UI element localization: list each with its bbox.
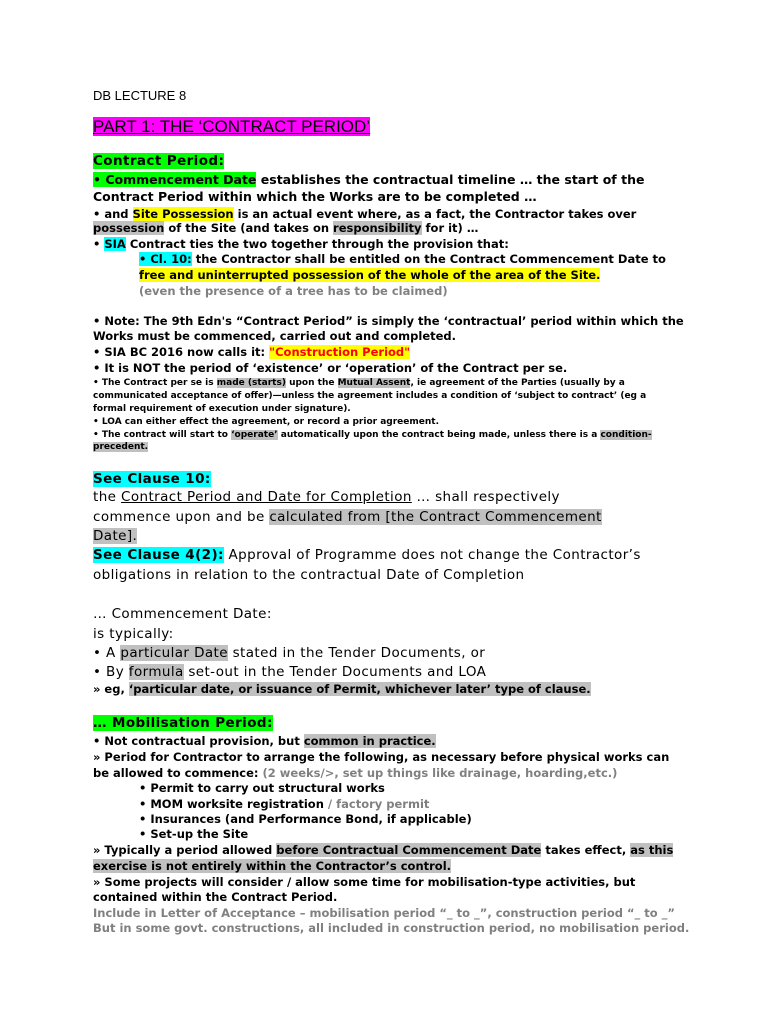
clause-4-line-2: obligations in relation to the contractual Date of Completion	[93, 567, 525, 583]
note-line-2: Works must be commenced, carried out and completed.	[93, 329, 457, 343]
cp-line-2: Contract Period within which the Works are to be completed …	[93, 189, 537, 204]
cp-tree-note: (even the presence of a tree has to be claimed)	[139, 284, 448, 298]
cp-line-1: • Commencement Date establishes the contractual timeline … the start of the	[93, 172, 645, 187]
mob-item-1: • Permit to carry out structural works	[139, 781, 385, 795]
mob-govt-note: But in some govt. constructions, all included in construction period, no mobilisation period.	[93, 921, 690, 935]
note-line-4: • It is NOT the period of ‘existence’ or ‘operation’ of the Contract per se.	[93, 361, 568, 375]
cp-clause-10: • Cl. 10: the Contractor shall be entitled on the Contract Commencement Date to	[139, 252, 666, 266]
small-line-6: precedent.	[93, 442, 149, 452]
commencement-typically: is typically:	[93, 626, 174, 642]
cp-line-5: • SIA Contract ties the two together through the provision that:	[93, 237, 509, 251]
small-line-2: communicated acceptance of offer)—unless the agreement includes a condition of ‘subject to contract’ (eg a	[93, 391, 647, 401]
commencement-bullet-2: • By formula set-out in the Tender Documents and LOA	[93, 664, 487, 680]
commencement-heading: … Commencement Date:	[93, 606, 272, 622]
clause-10-line-1: the Contract Period and Date for Completion … shall respectively	[93, 489, 560, 505]
cp-line-3: • and Site Possession is an actual event where, as a fact, the Contractor takes over	[93, 207, 637, 221]
mob-item-4: • Set-up the Site	[139, 827, 249, 841]
mob-item-2: • MOM worksite registration / factory permit	[139, 797, 430, 811]
contract-period-heading: Contract Period:	[93, 153, 225, 169]
cp-clause-10-cont: free and uninterrupted possession of the whole of the area of the Site.	[139, 268, 601, 282]
cp-line-4: possession of the Site (and takes on responsibility for it) …	[93, 221, 479, 235]
note-line-3: • SIA BC 2016 now calls it: "Construction Period"	[93, 345, 411, 359]
mob-typical-1: » Typically a period allowed before Contractual Commencement Date takes effect, as this	[93, 843, 674, 857]
clause-10-line-3: Date].	[93, 528, 138, 544]
note-line-1: • Note: The 9th Edn's “Contract Period” is simply the ‘contractual’ period within which the	[93, 314, 684, 328]
mob-typical-2: exercise is not entirely within the Contractor’s control.	[93, 859, 452, 873]
mob-projects-1: » Some projects will consider / allow some time for mobilisation-type activities, but	[93, 875, 636, 889]
small-line-4: • LOA can either effect the agreement, or record a prior agreement.	[93, 417, 439, 427]
mob-line-2: » Period for Contractor to arrange the following, as necessary before physical works can	[93, 750, 670, 764]
mob-line-1: • Not contractual provision, but common in practice.	[93, 734, 436, 748]
mob-projects-2: contained within the Contract Period.	[93, 890, 338, 904]
part-title: PART 1: THE ‘CONTRACT PERIOD’	[93, 117, 371, 136]
clause-10-heading: See Clause 10:	[93, 471, 211, 487]
mob-item-3: • Insurances (and Performance Bond, if applicable)	[139, 812, 472, 826]
clause-4-line-1: See Clause 4(2): Approval of Programme does not change the Contractor’s	[93, 547, 641, 563]
lecture-label: DB LECTURE 8	[93, 88, 187, 103]
small-line-1: • The Contract per se is made (starts) upon the Mutual Assent, ie agreement of the Parties (usually by a	[93, 378, 625, 388]
mob-loa-note: Include in Letter of Acceptance – mobilisation period “_ to _”, construction period “_ to _”	[93, 906, 675, 920]
clause-10-line-2: commence upon and be calculated from [the Contract Commencement	[93, 509, 602, 525]
commencement-eg: » eg, ‘particular date, or issuance of Permit, whichever later’ type of clause.	[93, 682, 591, 696]
mobilisation-heading: … Mobilisation Period:	[93, 715, 273, 731]
small-line-5: • The contract will start to ‘operate’ automatically upon the contract being made, unless there is a condition-	[93, 430, 652, 440]
mob-line-3: be allowed to commence: (2 weeks/>, set up things like drainage, hoarding,etc.)	[93, 766, 618, 780]
commencement-bullet-1: • A particular Date stated in the Tender Documents, or	[93, 645, 486, 661]
small-line-3: formal requirement of execution under signature).	[93, 404, 351, 414]
